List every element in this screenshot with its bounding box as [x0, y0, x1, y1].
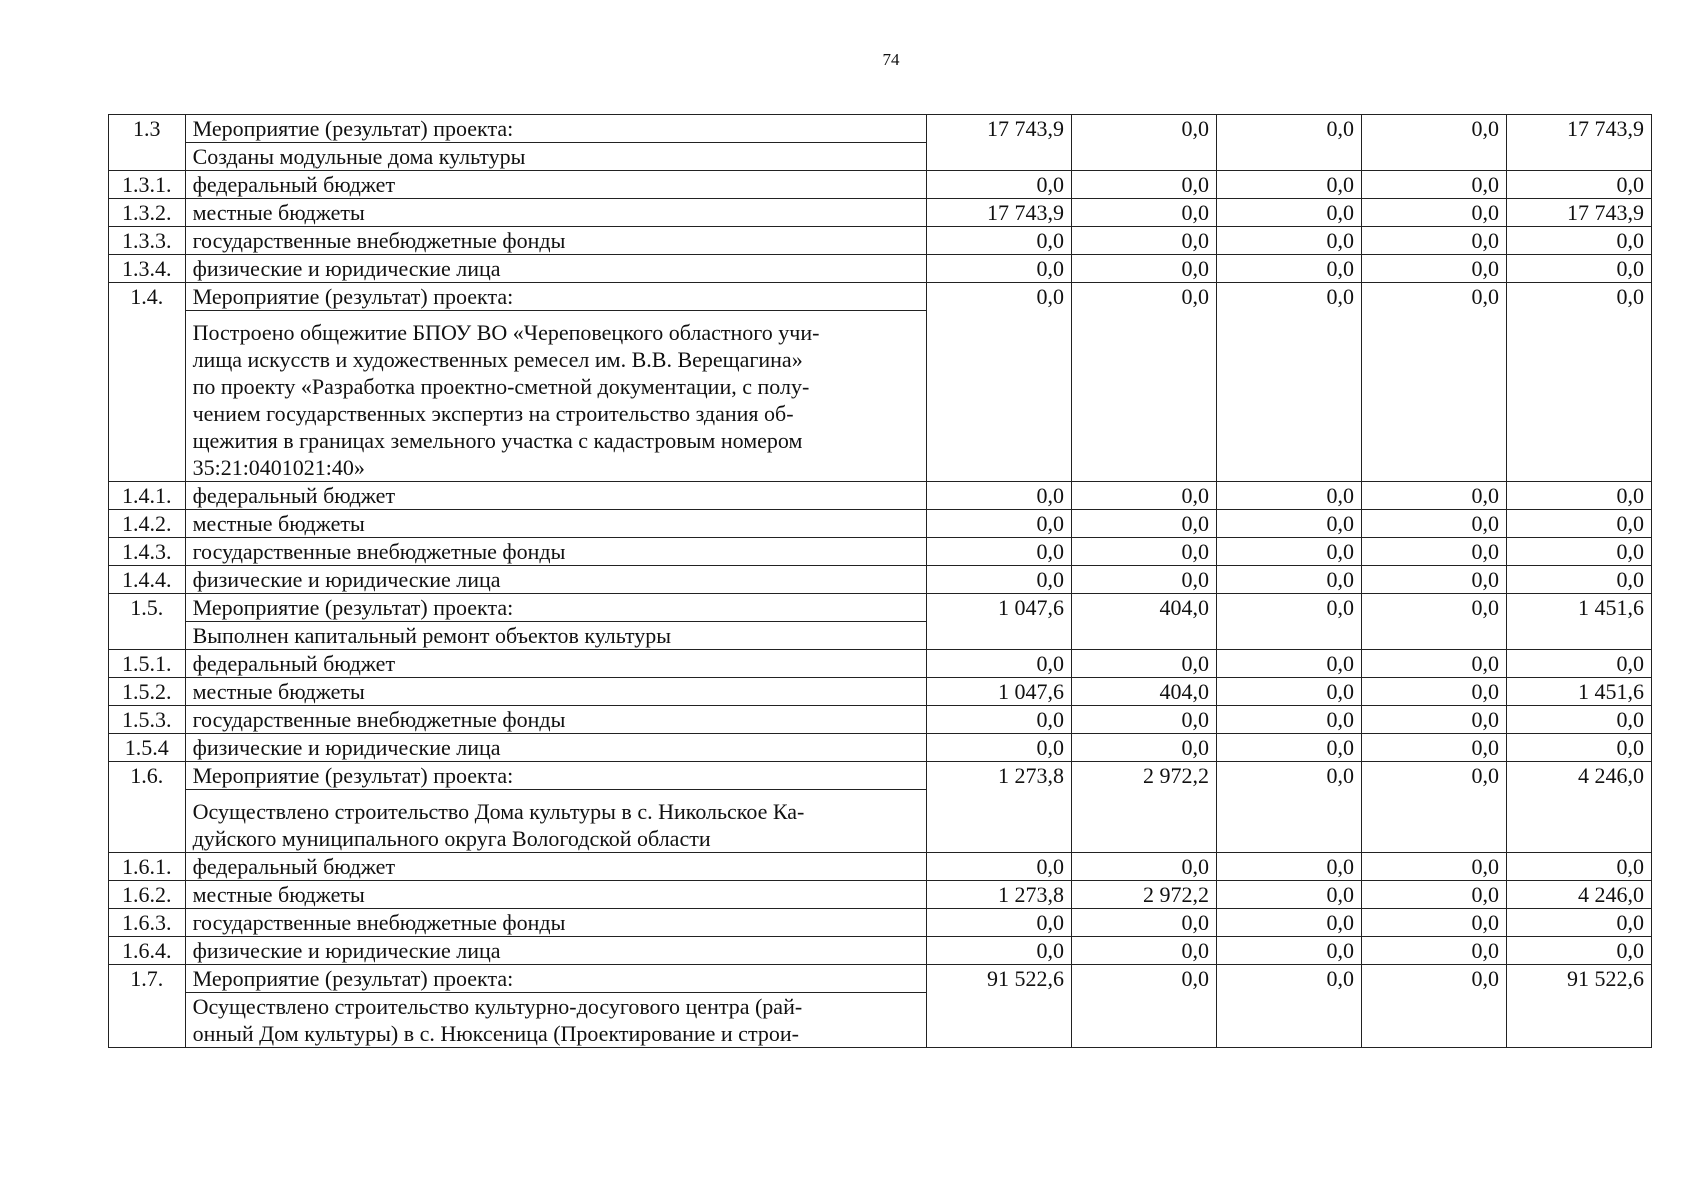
value-cell-3: 0,0	[1216, 762, 1361, 853]
row-name	[185, 909, 926, 937]
value-cell-2: 0,0	[1071, 255, 1216, 283]
value-cell-1: 0,0	[926, 227, 1071, 255]
value-cell-2: 0,0	[1071, 199, 1216, 227]
value-cell-5: 0,0	[1506, 937, 1651, 965]
row-description	[186, 992, 926, 1047]
value-cell-2: 2 972,2	[1071, 881, 1216, 909]
table-row-funding	[109, 482, 1652, 510]
table-row-funding	[109, 255, 1652, 283]
row-title: федеральный бюджет	[192, 483, 396, 508]
value-cell-4: 0,0	[1361, 510, 1506, 538]
table-row-activity	[109, 115, 1652, 171]
row-description	[186, 789, 926, 852]
value-cell-2: 0,0	[1071, 853, 1216, 881]
row-description	[186, 142, 926, 170]
row-title: государственные внебюджетные фонды	[192, 539, 566, 564]
value-cell-3: 0,0	[1216, 678, 1361, 706]
row-number: 1.6.4.	[109, 937, 186, 965]
value-cell-4: 0,0	[1361, 199, 1506, 227]
budget-table	[108, 114, 1652, 1048]
value-cell-4: 0,0	[1361, 566, 1506, 594]
row-name	[185, 678, 926, 706]
value-cell-1: 0,0	[926, 255, 1071, 283]
row-title: местные бюджеты	[192, 200, 365, 225]
value-cell-1: 0,0	[926, 482, 1071, 510]
row-title: Мероприятие (результат) проекта:	[192, 116, 514, 141]
value-cell-5: 0,0	[1506, 734, 1651, 762]
row-number: 1.4.4.	[109, 566, 186, 594]
value-cell-2: 0,0	[1071, 510, 1216, 538]
value-cell-5: 0,0	[1506, 909, 1651, 937]
description-line: Осуществлено строительство культурно-досугового центра (рай-	[192, 994, 803, 1019]
row-number: 1.4.1.	[109, 482, 186, 510]
value-cell-3: 0,0	[1216, 937, 1361, 965]
row-name	[185, 881, 926, 909]
value-cell-4: 0,0	[1361, 853, 1506, 881]
description-line: онный Дом культуры) в с. Нюксеница (Проектирование и строи-	[192, 1021, 799, 1046]
row-title: Мероприятие (результат) проекта:	[192, 595, 514, 620]
value-cell-3: 0,0	[1216, 706, 1361, 734]
row-title: федеральный бюджет	[192, 854, 396, 879]
table-row-activity	[109, 283, 1652, 482]
value-cell-2: 0,0	[1071, 283, 1216, 482]
row-number: 1.3	[109, 115, 186, 171]
row-number: 1.6.2.	[109, 881, 186, 909]
value-cell-5: 0,0	[1506, 566, 1651, 594]
value-cell-1: 91 522,6	[926, 965, 1071, 1048]
value-cell-5: 91 522,6	[1506, 965, 1651, 1048]
table-row-activity	[109, 965, 1652, 1048]
row-number: 1.5.4	[109, 734, 186, 762]
value-cell-5: 0,0	[1506, 227, 1651, 255]
value-cell-1: 0,0	[926, 706, 1071, 734]
value-cell-5: 4 246,0	[1506, 881, 1651, 909]
description-line: 35:21:0401021:40»	[192, 455, 365, 480]
value-cell-4: 0,0	[1361, 734, 1506, 762]
row-name	[185, 227, 926, 255]
row-number: 1.3.3.	[109, 227, 186, 255]
value-cell-2: 0,0	[1071, 965, 1216, 1048]
value-cell-2: 0,0	[1071, 227, 1216, 255]
value-cell-4: 0,0	[1361, 650, 1506, 678]
value-cell-5: 0,0	[1506, 650, 1651, 678]
row-number: 1.6.3.	[109, 909, 186, 937]
description-line: щежития в границах земельного участка с кадастровым номером	[192, 428, 803, 453]
value-cell-5: 1 451,6	[1506, 678, 1651, 706]
table-row-funding	[109, 909, 1652, 937]
description-line: Выполнен капитальный ремонт объектов культуры	[192, 623, 672, 648]
value-cell-4: 0,0	[1361, 482, 1506, 510]
row-number: 1.5.2.	[109, 678, 186, 706]
description-line: по проекту «Разработка проектно-сметной документации, с полу-	[192, 374, 810, 399]
table-row-funding	[109, 734, 1652, 762]
value-cell-4: 0,0	[1361, 881, 1506, 909]
value-cell-5: 0,0	[1506, 255, 1651, 283]
value-cell-1: 0,0	[926, 734, 1071, 762]
table-row-funding	[109, 171, 1652, 199]
row-name	[185, 706, 926, 734]
row-title: местные бюджеты	[192, 679, 365, 704]
value-cell-3: 0,0	[1216, 227, 1361, 255]
row-title: Мероприятие (результат) проекта:	[192, 966, 514, 991]
row-number: 1.6.	[109, 762, 186, 853]
row-name	[185, 115, 926, 171]
value-cell-4: 0,0	[1361, 965, 1506, 1048]
value-cell-2: 0,0	[1071, 937, 1216, 965]
value-cell-5: 17 743,9	[1506, 199, 1651, 227]
value-cell-5: 17 743,9	[1506, 115, 1651, 171]
value-cell-2: 0,0	[1071, 566, 1216, 594]
row-title: физические и юридические лица	[192, 256, 501, 281]
table-row-funding	[109, 566, 1652, 594]
value-cell-3: 0,0	[1216, 482, 1361, 510]
value-cell-1: 1 047,6	[926, 594, 1071, 650]
row-name	[185, 594, 926, 650]
row-name	[185, 853, 926, 881]
row-description	[186, 621, 926, 649]
value-cell-1: 1 047,6	[926, 678, 1071, 706]
row-name	[185, 734, 926, 762]
value-cell-1: 0,0	[926, 510, 1071, 538]
value-cell-5: 0,0	[1506, 283, 1651, 482]
value-cell-3: 0,0	[1216, 171, 1361, 199]
row-name	[185, 762, 926, 853]
table-row-funding	[109, 706, 1652, 734]
value-cell-2: 0,0	[1071, 115, 1216, 171]
value-cell-1: 0,0	[926, 650, 1071, 678]
value-cell-4: 0,0	[1361, 283, 1506, 482]
description-line: Осуществлено строительство Дома культуры в с. Никольское Ка-	[192, 799, 805, 824]
value-cell-3: 0,0	[1216, 594, 1361, 650]
value-cell-2: 0,0	[1071, 650, 1216, 678]
row-name	[185, 566, 926, 594]
value-cell-5: 0,0	[1506, 171, 1651, 199]
value-cell-3: 0,0	[1216, 853, 1361, 881]
row-number: 1.4.2.	[109, 510, 186, 538]
value-cell-3: 0,0	[1216, 510, 1361, 538]
value-cell-4: 0,0	[1361, 706, 1506, 734]
value-cell-4: 0,0	[1361, 538, 1506, 566]
value-cell-1: 0,0	[926, 853, 1071, 881]
value-cell-5: 4 246,0	[1506, 762, 1651, 853]
description-line: Созданы модульные дома культуры	[192, 144, 526, 169]
value-cell-3: 0,0	[1216, 538, 1361, 566]
table-row-funding	[109, 937, 1652, 965]
row-name	[185, 965, 926, 1048]
row-title: государственные внебюджетные фонды	[192, 707, 566, 732]
value-cell-2: 2 972,2	[1071, 762, 1216, 853]
description-line: Построено общежитие БПОУ ВО «Череповецкого областного учи-	[192, 320, 820, 345]
row-number: 1.6.1.	[109, 853, 186, 881]
value-cell-2: 0,0	[1071, 909, 1216, 937]
value-cell-1: 0,0	[926, 283, 1071, 482]
value-cell-1: 1 273,8	[926, 762, 1071, 853]
row-number: 1.3.4.	[109, 255, 186, 283]
row-title: физические и юридические лица	[192, 567, 501, 592]
table-row-funding	[109, 853, 1652, 881]
value-cell-3: 0,0	[1216, 115, 1361, 171]
value-cell-5: 0,0	[1506, 538, 1651, 566]
value-cell-5: 0,0	[1506, 853, 1651, 881]
value-cell-5: 0,0	[1506, 482, 1651, 510]
row-name	[185, 650, 926, 678]
row-description	[186, 310, 926, 481]
value-cell-2: 404,0	[1071, 678, 1216, 706]
value-cell-1: 0,0	[926, 909, 1071, 937]
value-cell-3: 0,0	[1216, 909, 1361, 937]
value-cell-3: 0,0	[1216, 650, 1361, 678]
row-name	[185, 283, 926, 482]
description-line: чением государственных экспертиз на строительство здания об-	[192, 401, 794, 426]
row-title: федеральный бюджет	[192, 651, 396, 676]
description-line: лища искусств и художественных ремесел им. В.В. Верещагина»	[192, 347, 803, 372]
row-title: физические и юридические лица	[192, 938, 501, 963]
row-number: 1.5.1.	[109, 650, 186, 678]
row-name	[185, 171, 926, 199]
table-row-funding	[109, 678, 1652, 706]
row-name	[185, 482, 926, 510]
page-number: 74	[882, 50, 900, 69]
row-title: Мероприятие (результат) проекта:	[192, 763, 514, 788]
value-cell-2: 0,0	[1071, 538, 1216, 566]
value-cell-3: 0,0	[1216, 283, 1361, 482]
row-number: 1.4.3.	[109, 538, 186, 566]
value-cell-4: 0,0	[1361, 227, 1506, 255]
value-cell-4: 0,0	[1361, 171, 1506, 199]
value-cell-4: 0,0	[1361, 762, 1506, 853]
value-cell-3: 0,0	[1216, 255, 1361, 283]
row-title: Мероприятие (результат) проекта:	[192, 284, 514, 309]
value-cell-1: 17 743,9	[926, 199, 1071, 227]
value-cell-2: 404,0	[1071, 594, 1216, 650]
row-number: 1.3.2.	[109, 199, 186, 227]
value-cell-2: 0,0	[1071, 482, 1216, 510]
table-row-funding	[109, 227, 1652, 255]
value-cell-4: 0,0	[1361, 937, 1506, 965]
value-cell-2: 0,0	[1071, 171, 1216, 199]
table-row-activity	[109, 594, 1652, 650]
value-cell-1: 0,0	[926, 171, 1071, 199]
value-cell-1: 17 743,9	[926, 115, 1071, 171]
value-cell-2: 0,0	[1071, 706, 1216, 734]
value-cell-1: 0,0	[926, 538, 1071, 566]
table-row-funding	[109, 881, 1652, 909]
value-cell-3: 0,0	[1216, 199, 1361, 227]
value-cell-4: 0,0	[1361, 115, 1506, 171]
table-body	[109, 115, 1652, 1048]
value-cell-3: 0,0	[1216, 965, 1361, 1048]
description-line: дуйского муниципального округа Вологодской области	[192, 826, 711, 851]
row-name	[185, 538, 926, 566]
table-row-funding	[109, 650, 1652, 678]
row-title: государственные внебюджетные фонды	[192, 910, 566, 935]
row-number: 1.7.	[109, 965, 186, 1048]
value-cell-4: 0,0	[1361, 594, 1506, 650]
value-cell-3: 0,0	[1216, 881, 1361, 909]
table-row-activity	[109, 762, 1652, 853]
row-title: государственные внебюджетные фонды	[192, 228, 566, 253]
row-title: местные бюджеты	[192, 882, 365, 907]
row-title: местные бюджеты	[192, 511, 365, 536]
row-number: 1.5.	[109, 594, 186, 650]
value-cell-3: 0,0	[1216, 566, 1361, 594]
value-cell-1: 0,0	[926, 566, 1071, 594]
value-cell-4: 0,0	[1361, 909, 1506, 937]
row-number: 1.5.3.	[109, 706, 186, 734]
row-name	[185, 199, 926, 227]
table-row-funding	[109, 510, 1652, 538]
row-name	[185, 937, 926, 965]
row-name	[185, 255, 926, 283]
row-title: физические и юридические лица	[192, 735, 501, 760]
table-row-funding	[109, 538, 1652, 566]
value-cell-3: 0,0	[1216, 734, 1361, 762]
value-cell-4: 0,0	[1361, 255, 1506, 283]
value-cell-2: 0,0	[1071, 734, 1216, 762]
value-cell-5: 0,0	[1506, 510, 1651, 538]
value-cell-5: 1 451,6	[1506, 594, 1651, 650]
value-cell-1: 1 273,8	[926, 881, 1071, 909]
value-cell-1: 0,0	[926, 937, 1071, 965]
row-number: 1.3.1.	[109, 171, 186, 199]
value-cell-4: 0,0	[1361, 678, 1506, 706]
value-cell-5: 0,0	[1506, 706, 1651, 734]
row-name	[185, 510, 926, 538]
row-number: 1.4.	[109, 283, 186, 482]
table-row-funding	[109, 199, 1652, 227]
row-title: федеральный бюджет	[192, 172, 396, 197]
